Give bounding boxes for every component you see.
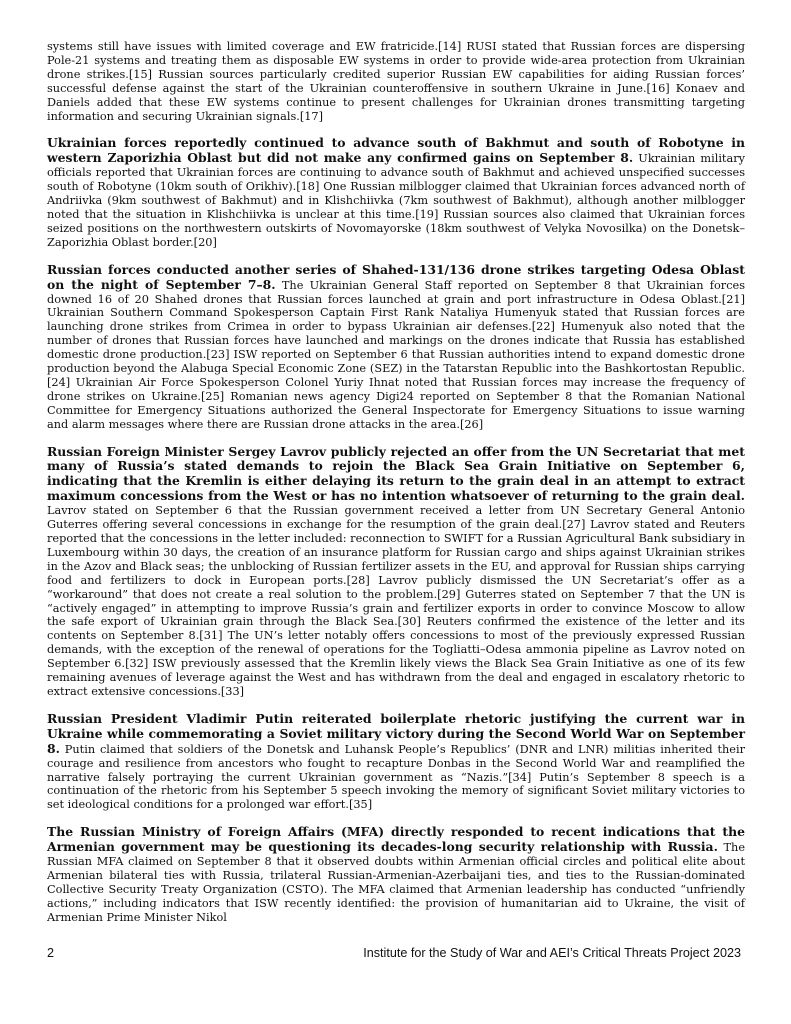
paragraph-body: Lavrov stated on September 6 that the Russian government received a letter from UN Secretary General Antonio Guterres offering several concessions in exchange for the resumption of the grain deal.[27] Lavrov stated and Reuters reported that the concessions in the letter included: reconnection to SWIFT for a Russian Agricultural Bank subsidiary in Luxembourg within 30 days, the creation of an insurance platform for Russian cargo and ships against Ukrainian strikes in the Azov and Black seas; the unblocking of Russian fertilizer assets in the EU, and approval for Russian ships carrying food and fertilizers to dock in European ports.[28] Lavrov publicly dismissed the UN Secretariat’s offer as a “workaround” that does not create a real solution to the problem.[29] Guterres stated on September 7 that the UN is “actively engaged” in attempting to improve Russia’s grain and fertilizer exports in order to convince Moscow to allow the safe export of Ukrainian grain through the Black Sea.[30] Reuters confirmed the existence of the letter and its contents on September 8.[31] The UN’s letter notably offers concessions to most of the previously expressed Russian demands, with the exception of the renewal of operations for the Togliatti–Odesa ammonia pipeline as Lavrov noted on September 6.[32] ISW previously assessed that the Kremlin likely views the Black Sea Grain Initiative as one of its few remaining avenues of leverage against the West and has withdrawn from the deal and engaged in escalatory rhetoric to extract extensive concessions.[33]	[47, 504, 745, 698]
paragraph-body: systems still have issues with limited coverage and EW fratricide.[14] RUSI stated that Russian forces are dispersing Pole-21 systems and treating them as disposable EW systems in order to provide wide-area protection from Ukrainian drone strikes.[15] Russian sources particularly credited superior Russian EW capabilities for aiding Russian forces’ successful defense against the start of the Ukrainian counteroffensive in southern Ukraine in June.[16] Konaev and Daniels added that these EW systems continue to present challenges for Ukrainian drones transmitting targeting information and securing Ukrainian signals.[17]	[47, 40, 745, 123]
paragraph-ew-systems	[47, 40, 745, 123]
page-number: 2	[47, 946, 55, 960]
paragraph-lead: Ukrainian forces reportedly continued to advance south of Bakhmut and south of Robotyne in western Zaporizhia Oblast but did not make any confirmed gains on September 8.	[47, 135, 745, 166]
paragraph-shahed-strikes	[47, 263, 745, 432]
paragraph-body: The Ukrainian General Staff reported on September 8 that Ukrainian forces downed 16 of 20 Shahed drones that Russian forces launched at grain and port infrastructure in Odesa Oblast.[21] Ukrainian Southern Command Spokesperson Captain First Rank Nataliya Humenyuk stated that Russian forces are launching drone strikes from Crimea in order to bypass Ukrainian air defenses.[22] Humenyuk also noted that the number of drones that Russian forces have launched and markings on the drones indicate that Russia has established domestic drone production.[23] ISW reported on September 6 that Russian authorities intend to expand domestic drone production beyond the Alabuga Special Economic Zone (SEZ) in the Tatarstan Republic into the Bashkortostan Republic.[24] Ukrainian Air Force Spokesperson Colonel Yuriy Ihnat noted that Russian forces may increase the frequency of drone strikes on Ukraine.[25] Romanian news agency Digi24 reported on September 8 that the Romanian National Committee for Emergency Situations authorized the General Inspectorate for Emergency Situations to issue warning and alarm messages where there are Russian drone attacks in the area.[26]	[47, 278, 746, 431]
document-body	[47, 40, 745, 938]
paragraph-putin-rhetoric	[47, 712, 745, 812]
paragraph-lead: Russian Foreign Minister Sergey Lavrov publicly rejected an offer from the UN Secretariat that met many of Russia’s stated demands to rejoin the Black Sea Grain Initiative on September 6, indicating that the Kremlin is either delaying its return to the grain deal in an attempt to extract maximum concessions from the West or has no intention whatsoever of returning to the grain deal.	[47, 443, 745, 504]
paragraph-armenia-mfa	[47, 825, 745, 924]
paragraph-body: Putin claimed that soldiers of the Donetsk and Luhansk People’s Republics’ (DNR and LNR) militias inherited their courage and resilience from ancestors who fought to recapture Donbas in the Second World War and reamplified the narrative falsely portraying the current Ukrainian government as “Nazis.”[34] Putin’s September 8 speech is a continuation of the rhetoric from his September 5 speech invoking the memory of significant Soviet military victories to set ideological conditions for a prolonged war effort.[35]	[47, 742, 745, 812]
page-footer	[47, 946, 745, 962]
paragraph-body: Ukrainian military officials reported that Ukrainian forces are continuing to advance south of Bakhmut and achieved unspecified successes south of Robotyne (10km south of Orikhiv).[18] One Russian milblogger claimed that Ukrainian forces advanced north of Andriivka (9km southwest of Bakhmut) and in Klishchiivka (7km southwest of Bakhmut), although another milblogger noted that the situation in Klishchiivka is unclear at this time.[19] Russian sources also claimed that Ukrainian forces seized positions on the northwestern outskirts of Novomayorske (18km southwest of Velyka Novosilka) on the Donetsk–Zaporizhia Oblast border.[20]	[47, 152, 745, 249]
paragraph-lead: The Russian Ministry of Foreign Affairs (MFA) directly responded to recent indications that the Armenian government may be questioning its decades-long security relationship with Russia.	[47, 824, 745, 855]
paragraph-bakhmut-robotyne	[47, 136, 745, 249]
footer-organization: Institute for the Study of War and AEI’s Critical Threats Project 2023	[363, 946, 741, 960]
paragraph-grain-deal	[47, 445, 745, 699]
paragraph-body: The Russian MFA claimed on September 8 that it observed doubts within Armenian official circles and political elite about Armenian bilateral ties with Russia, trilateral Russian-Armenian-Azerbaijani ties, and ties to the Russian-dominated Collective Security Treaty Organization (CSTO). The MFA claimed that Armenian leadership has conducted “unfriendly actions,” including indicators that ISW recently identified: the provision of humanitarian aid to Ukraine, the visit of Armenian Prime Minister Nikol	[47, 841, 746, 924]
paragraph-lead: Russian forces conducted another series of Shahed-131/136 drone strikes targeting Odesa Oblast on the night of September 7–8.	[47, 261, 745, 292]
paragraph-lead: Russian President Vladimir Putin reiterated boilerplate rhetoric justifying the current war in Ukraine while commemorating a Soviet military victory during the Second World War on September 8.	[47, 710, 745, 756]
